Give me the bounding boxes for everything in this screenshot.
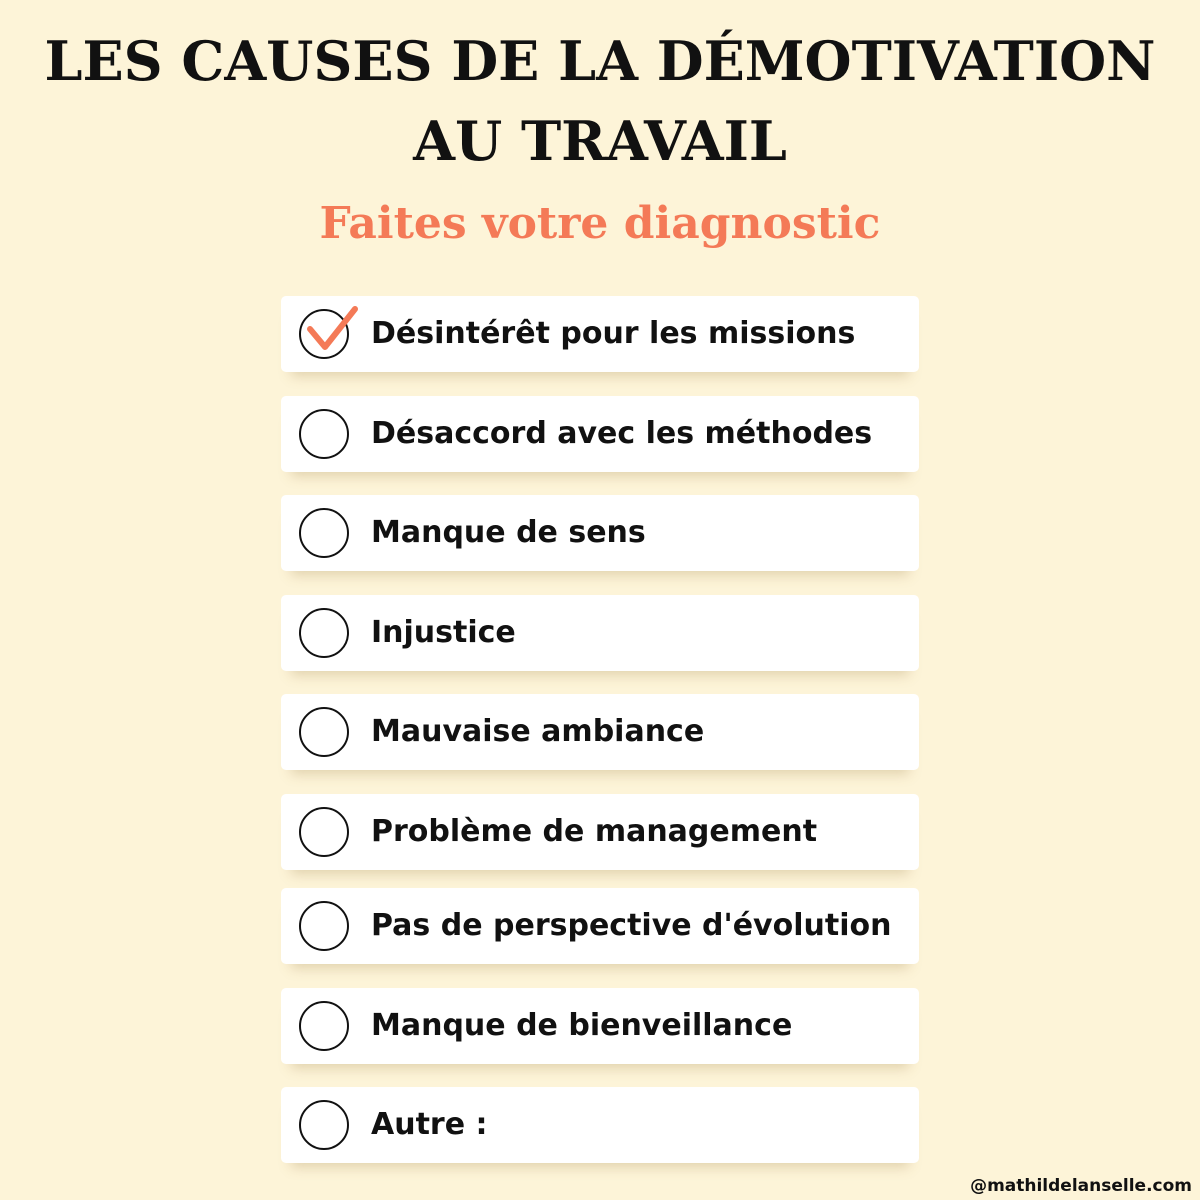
checklist-item[interactable] <box>281 694 919 770</box>
page-title-line-1: LES CAUSES DE LA DÉMOTIVATION <box>44 29 1156 93</box>
checklist-item[interactable] <box>281 794 919 870</box>
checkbox-circle[interactable] <box>299 409 349 459</box>
checklist-item[interactable] <box>281 595 919 671</box>
checklist-item[interactable] <box>281 495 919 571</box>
checklist-item-label: Problème de management <box>371 814 818 849</box>
checklist-item-label: Désintérêt pour les missions <box>371 316 856 351</box>
checklist-item-label: Pas de perspective d'évolution <box>371 908 892 943</box>
checklist-item[interactable] <box>281 396 919 472</box>
checklist-item[interactable] <box>281 988 919 1064</box>
checkmark-icon <box>303 297 363 357</box>
credit-handle: @mathildelanselle.com <box>970 1176 1192 1196</box>
checkbox-circle[interactable] <box>299 901 349 951</box>
checklist-item-label: Manque de bienveillance <box>371 1008 793 1043</box>
checkbox-circle[interactable] <box>299 1001 349 1051</box>
checkbox-circle[interactable] <box>299 508 349 558</box>
checklist-item-label: Autre : <box>371 1107 488 1142</box>
checklist-item-label: Désaccord avec les méthodes <box>371 416 873 451</box>
checklist-item[interactable] <box>281 1087 919 1163</box>
checklist-item-label: Mauvaise ambiance <box>371 714 705 749</box>
diagnostic-checklist <box>281 0 919 1200</box>
checkbox-circle[interactable] <box>299 807 349 857</box>
checklist-item-label: Manque de sens <box>371 515 646 550</box>
checkbox-circle[interactable] <box>299 309 349 359</box>
page-title-line-2: AU TRAVAIL <box>413 109 787 173</box>
checklist-item[interactable] <box>281 888 919 964</box>
checklist-item-label: Injustice <box>371 615 516 650</box>
checkbox-circle[interactable] <box>299 608 349 658</box>
page-subtitle: Faites votre diagnostic <box>319 198 881 249</box>
checklist-item[interactable] <box>281 296 919 372</box>
checkbox-circle[interactable] <box>299 1100 349 1150</box>
checkbox-circle[interactable] <box>299 707 349 757</box>
